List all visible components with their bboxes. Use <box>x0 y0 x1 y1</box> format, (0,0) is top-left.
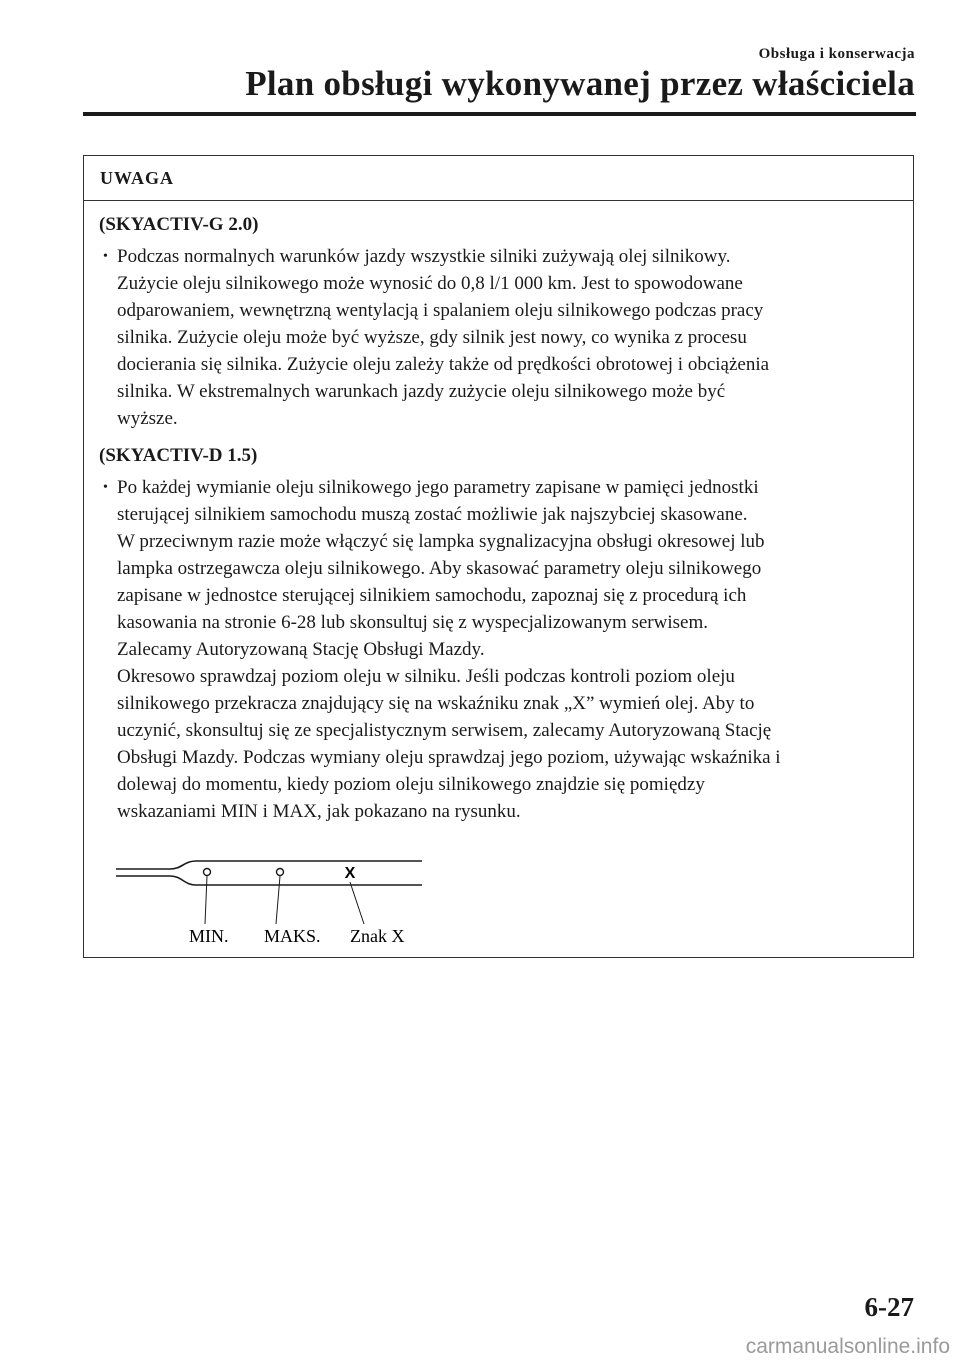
text-line: Obsługi Mazdy. Podczas wymiany oleju sprawdzaj jego poziom, używając wskaźnika i <box>117 747 781 768</box>
text-line: silnika. W ekstremalnych warunkach jazdy zużycie oleju silnikowego może być <box>117 381 726 402</box>
x-mark: X <box>344 865 356 882</box>
text-line: lampka ostrzegawcza oleju silnikowego. Aby skasować parametry oleju silnikowego <box>117 558 762 579</box>
watermark: carmanualsonline.info <box>745 1335 950 1358</box>
text-line: wyższe. <box>117 408 178 429</box>
text-line: Podczas normalnych warunków jazdy wszystkie silniki zużywają olej silnikowy. <box>117 246 731 267</box>
bullet-dot: • <box>103 249 108 264</box>
text-line: zapisane w jednostce sterującej silnikiem samochodu, zapoznaj się z procedurą ich <box>117 585 747 606</box>
header-rule <box>83 112 916 116</box>
subheading-skyactiv-d: (SKYACTIV-D 1.5) <box>99 445 258 466</box>
dipstick-diagram <box>100 852 440 952</box>
subheading-skyactiv-g: (SKYACTIV-G 2.0) <box>99 214 259 235</box>
min-mark <box>204 869 211 876</box>
page-title: Plan obsługi wykonywanej przez właściciela <box>245 64 915 103</box>
text-line: Okresowo sprawdzaj poziom oleju w silniku. Jeśli podczas kontroli poziom oleju <box>117 666 735 687</box>
note-body <box>84 201 913 825</box>
text-line: sterującej silnikiem samochodu muszą zostać możliwie jak najszybciej skasowane. <box>117 504 748 525</box>
text-line: docierania się silnika. Zużycie oleju zależy także od prędkości obrotowej i obciążenia <box>117 354 770 375</box>
bullet-dot: • <box>103 480 108 495</box>
text-line: W przeciwnym razie może włączyć się lampka sygnalizacyjna obsługi okresowej lub <box>117 531 765 552</box>
label-znak-x: Znak X <box>350 926 405 946</box>
note-box <box>83 155 914 958</box>
text-line: silnika. Zużycie oleju może być wyższe, gdy silnik jest nowy, co wynika z procesu <box>117 327 747 348</box>
bullet-paragraph <box>99 243 893 432</box>
text-line: silnikowego przekracza znajdujący się na wskaźniku znak „X” wymień olej. Aby to <box>117 693 755 714</box>
text-line: dolewaj do momentu, kiedy poziom oleju silnikowego znajdzie się pomiędzy <box>117 774 705 795</box>
dipstick-shape <box>116 861 422 885</box>
note-heading: UWAGA <box>84 156 913 201</box>
text-line: kasowania na stronie 6-28 lub skonsultuj się z wyspecjalizowanym serwisem. <box>117 612 708 633</box>
bullet-paragraph <box>99 474 893 825</box>
text-line: wskazaniami MIN i MAX, jak pokazano na rysunku. <box>117 801 521 822</box>
section-header: Obsługa i konserwacja <box>758 46 915 62</box>
max-mark <box>277 869 284 876</box>
text-line: odparowaniem, wewnętrzną wentylacją i spalaniem oleju silnikowego podczas pracy <box>117 300 764 321</box>
text-line: uczynić, skonsultuj się ze specjalistycznym serwisem, zalecamy Autoryzowaną Stację <box>117 720 772 741</box>
page-number: 6-27 <box>864 1292 914 1322</box>
text-line: Po każdej wymianie oleju silnikowego jego parametry zapisane w pamięci jednostki <box>117 477 759 498</box>
text-line: Zużycie oleju silnikowego może wynosić do 0,8 l/1 000 km. Jest to spowodowane <box>117 273 743 294</box>
label-max: MAKS. <box>264 926 321 946</box>
leader-lines <box>205 876 364 924</box>
text-line: Zalecamy Autoryzowaną Stację Obsługi Mazdy. <box>117 639 485 660</box>
label-min: MIN. <box>189 926 229 946</box>
